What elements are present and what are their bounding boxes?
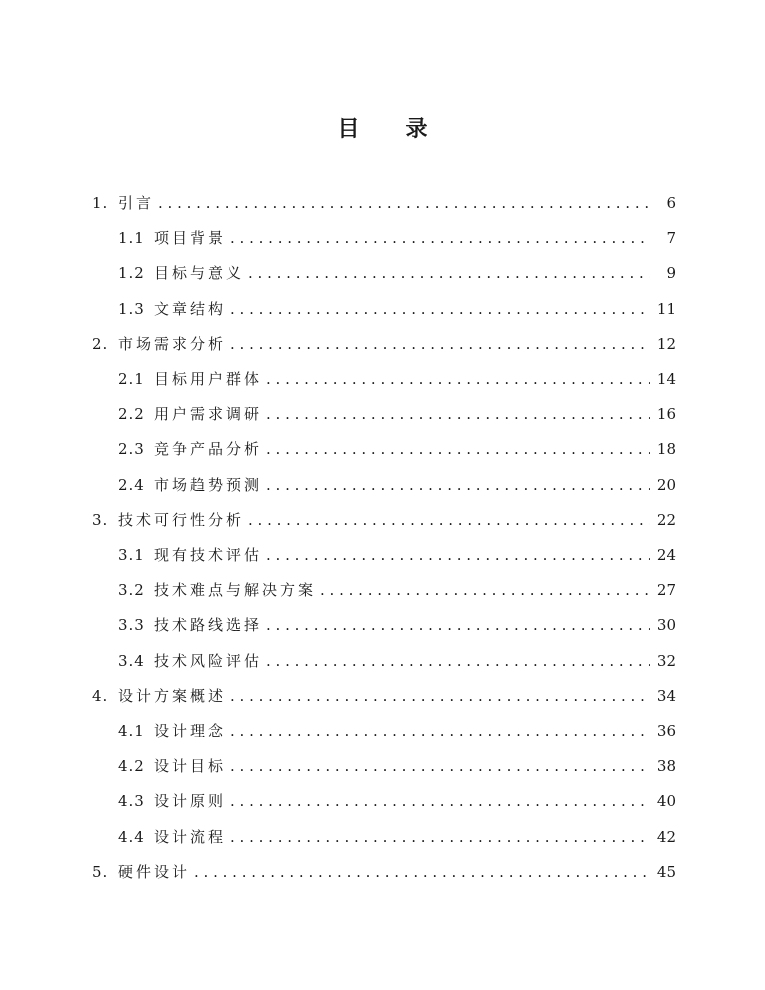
toc-entry-page-number: 38 — [656, 757, 676, 776]
toc-entry-number: 5. — [92, 862, 109, 881]
toc-entry-page-number: 18 — [656, 440, 676, 459]
toc-entry-label: 设计方案概述 — [118, 686, 227, 705]
toc-entry-page-number: 36 — [656, 722, 676, 740]
toc-entry-number: 4.2 — [118, 757, 145, 776]
toc-entry-number: 4.3 — [118, 792, 145, 811]
toc-dot-leader — [156, 186, 650, 221]
toc-entry-number: 1.3 — [118, 299, 145, 318]
toc-title-left: 目 — [337, 116, 360, 142]
toc-entry-label: 市场需求分析 — [118, 334, 227, 353]
toc-dot-leader — [228, 784, 650, 819]
toc-entry-page-number: 7 — [666, 229, 676, 248]
toc-entry-page-number: 12 — [656, 334, 676, 353]
toc-section-entry[interactable] — [118, 820, 676, 855]
toc-section-entry[interactable] — [118, 468, 676, 503]
toc-chapter-entry[interactable] — [92, 855, 676, 890]
toc-dot-leader — [228, 221, 650, 256]
toc-entry-page-number: 27 — [656, 581, 676, 600]
toc-title — [0, 112, 765, 143]
toc-section-entry[interactable] — [118, 256, 676, 291]
toc-section-entry[interactable] — [118, 397, 676, 432]
toc-entry-label: 目标与意义 — [154, 264, 245, 283]
toc-entry-number: 1.1 — [118, 229, 145, 248]
toc-chapter-entry[interactable] — [92, 503, 676, 538]
toc-entry-label: 硬件设计 — [118, 862, 191, 881]
toc-entry-number: 2.3 — [118, 440, 145, 459]
toc-entry-label: 设计原则 — [154, 792, 227, 811]
toc-chapter-entry[interactable] — [92, 679, 676, 714]
toc-entry-number: 2.4 — [118, 475, 145, 494]
toc-dot-leader — [228, 292, 650, 327]
toc-dot-leader — [228, 714, 650, 749]
toc-section-entry[interactable] — [118, 538, 676, 573]
toc-section-entry[interactable] — [118, 714, 676, 749]
toc-entry-label: 目标用户群体 — [154, 370, 263, 388]
toc-section-entry[interactable] — [118, 644, 676, 679]
toc-entry-number: 2.1 — [118, 370, 145, 388]
toc-entry-number: 3.1 — [118, 546, 145, 564]
toc-entry-page-number: 30 — [656, 616, 676, 635]
toc-entry-number: 1.2 — [118, 264, 145, 283]
toc-entry-page-number: 34 — [656, 686, 676, 705]
toc-dot-leader — [264, 468, 650, 503]
toc-entry-page-number: 22 — [656, 510, 676, 529]
toc-section-entry[interactable] — [118, 292, 676, 327]
toc-entry-number: 2. — [92, 334, 109, 353]
toc-section-entry[interactable] — [118, 221, 676, 256]
toc-chapter-entry[interactable] — [92, 327, 676, 362]
toc-entry-label: 用户需求调研 — [154, 405, 263, 424]
toc-entry-label: 技术风险评估 — [154, 651, 263, 670]
toc-dot-leader — [192, 855, 650, 890]
toc-section-entry[interactable] — [118, 432, 676, 467]
toc-entry-page-number: 40 — [656, 792, 676, 811]
toc-dot-leader — [228, 749, 650, 784]
toc-dot-leader — [264, 397, 650, 432]
toc-section-entry[interactable] — [118, 608, 676, 643]
toc-section-entry[interactable] — [118, 362, 676, 397]
toc-entry-label: 技术难点与解决方案 — [154, 581, 317, 600]
toc-chapter-entry[interactable] — [92, 186, 676, 221]
toc-section-entry[interactable] — [118, 784, 676, 819]
toc-entry-number: 3. — [92, 510, 109, 529]
toc-title-right: 录 — [405, 116, 428, 142]
toc-entry-number: 2.2 — [118, 405, 145, 424]
toc-entry-page-number: 6 — [666, 194, 676, 212]
toc-dot-leader — [228, 327, 650, 362]
toc-entry-page-number: 11 — [656, 299, 676, 318]
toc-entry-page-number: 16 — [656, 405, 676, 424]
toc-dot-leader — [264, 538, 650, 573]
toc-entry-page-number: 32 — [656, 651, 676, 670]
toc-entry-label: 设计理念 — [154, 722, 227, 740]
toc-dot-leader — [318, 573, 650, 608]
toc-section-entry[interactable] — [118, 573, 676, 608]
toc-entry-label: 现有技术评估 — [154, 546, 263, 564]
toc-entry-label: 设计流程 — [154, 827, 227, 846]
toc-dot-leader — [246, 256, 650, 291]
toc-entry-number: 3.2 — [118, 581, 145, 600]
toc-entry-number: 3.3 — [118, 616, 145, 635]
toc-entry-label: 竞争产品分析 — [154, 440, 263, 459]
toc-entry-label: 项目背景 — [154, 229, 227, 248]
toc-dot-leader — [264, 362, 650, 397]
toc-entry-label: 技术可行性分析 — [118, 510, 245, 529]
toc-dot-leader — [228, 679, 650, 714]
toc-entry-number: 1. — [92, 194, 109, 212]
toc-entry-page-number: 24 — [656, 546, 676, 564]
toc-entry-label: 市场趋势预测 — [154, 475, 263, 494]
toc-entry-label: 设计目标 — [154, 757, 227, 776]
toc-entry-number: 4. — [92, 686, 109, 705]
toc-dot-leader — [228, 820, 650, 855]
toc-entry-page-number: 45 — [656, 862, 676, 881]
toc-dot-leader — [246, 503, 650, 538]
toc-entry-page-number: 14 — [656, 370, 676, 388]
toc-entry-page-number: 42 — [656, 827, 676, 846]
toc-entry-label: 技术路线选择 — [154, 616, 263, 635]
toc-dot-leader — [264, 432, 650, 467]
toc-dot-leader — [264, 644, 650, 679]
toc-entry-page-number: 20 — [656, 475, 676, 494]
toc-entry-label: 文章结构 — [154, 299, 227, 318]
toc-dot-leader — [264, 608, 650, 643]
toc-entry-label: 引言 — [118, 194, 155, 212]
toc-section-entry[interactable] — [118, 749, 676, 784]
toc-entry-page-number: 9 — [666, 264, 676, 283]
toc-entry-number: 4.4 — [118, 827, 145, 846]
toc-entry-number: 3.4 — [118, 651, 145, 670]
toc-entry-number: 4.1 — [118, 722, 145, 740]
